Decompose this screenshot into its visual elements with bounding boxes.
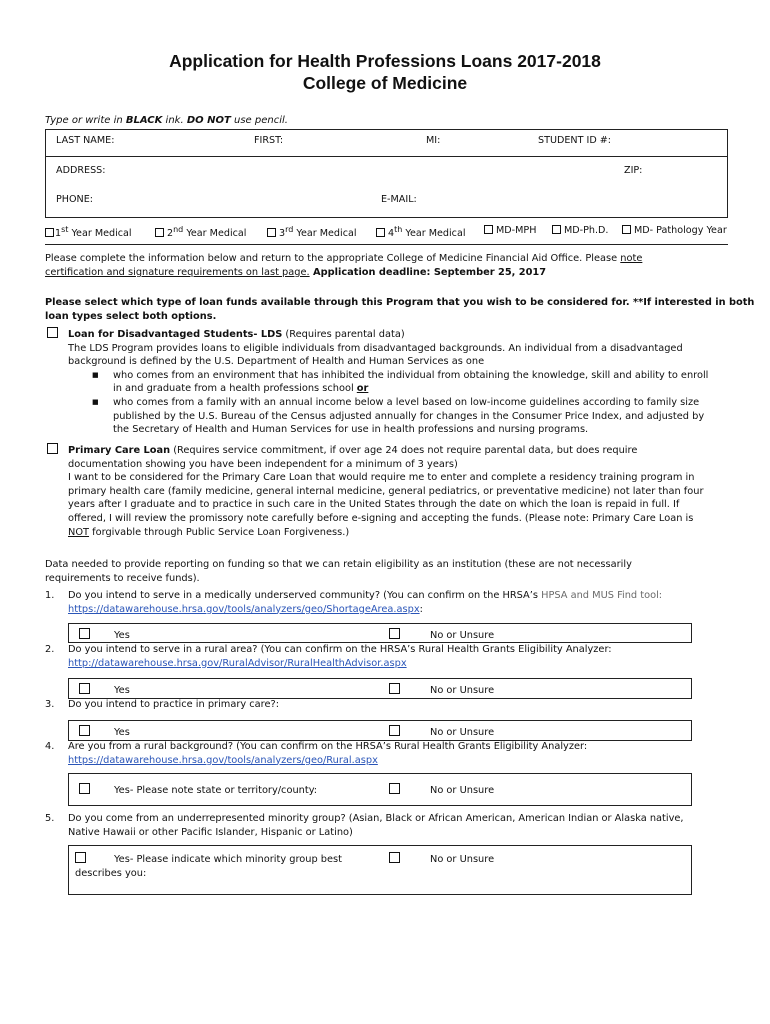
checkbox-icon[interactable] [79, 683, 90, 694]
yes-option[interactable]: Yes [79, 683, 130, 696]
email-field[interactable]: E-MAIL: [381, 194, 417, 205]
no-option[interactable]: No or Unsure [389, 783, 494, 796]
no-option[interactable]: No or Unsure [389, 725, 494, 738]
year-options [45, 225, 728, 241]
rural-link[interactable]: https://datawarehouse.hrsa.gov/tools/analyzers/geo/Rural.aspx [68, 754, 378, 766]
question-1: 1. Do you intend to serve in a medically underserved community? (You can confirm on the HRSA’s HPSA and MUS Find tool: https://datawarehouse.hrsa.gov/tools/analyzers/geo/ShortageArea.aspx: [45, 590, 663, 615]
student-id-field[interactable]: STUDENT ID #: [538, 135, 612, 146]
checkbox-icon[interactable] [47, 443, 58, 454]
checkbox-icon[interactable] [484, 225, 493, 234]
answer-box-3 [68, 720, 692, 741]
address-field[interactable]: ADDRESS: [56, 165, 106, 176]
lds-title: Loan for Disadvantaged Students- LDS [68, 329, 283, 340]
checkbox-icon[interactable] [45, 228, 54, 237]
lds-section: Loan for Disadvantaged Students- LDS (Requires parental data) The LDS Program provides loans to eligible individuals from disadvantaged backgrounds. An individual from a disadvantaged background is defined by the U.S. Department of Health and Human Services as one ■ who comes from an environment that has inhibited the individual from obtaining the knowledge, skill and ability to enroll in and graduate from a health professions school or ■ who comes from a family with an annual income below a level based on low-income guidelines according to family size published by the U.S. Bureau of the Census adjusted annually for changes in the Consumer Price Index, and adjusted by the Secretary of Health and Human Services for use in health professions and nursing programs. [68, 328, 728, 437]
completion-note: Please complete the information below and return to the appropriate College of Medicine Financial Aid Office. Please note certification and signature requirements on last page. Application deadline: September 25, 2017 [45, 253, 643, 278]
square-bullet-icon: ■ [92, 370, 99, 379]
no-option[interactable]: No or Unsure [389, 852, 494, 865]
year-option-2[interactable]: 2nd Year Medical [155, 225, 246, 239]
phone-field[interactable]: PHONE: [56, 194, 94, 205]
checkbox-icon[interactable] [389, 783, 400, 794]
square-bullet-icon: ■ [92, 397, 99, 406]
checkbox-icon[interactable] [79, 783, 90, 794]
mi-field[interactable]: MI: [426, 135, 441, 146]
no-option[interactable]: No or Unsure [389, 683, 494, 696]
checkbox-icon[interactable] [389, 683, 400, 694]
zip-field[interactable]: ZIP: [624, 165, 643, 176]
checkbox-icon[interactable] [79, 628, 90, 639]
list-item: ■ who comes from an environment that has inhibited the individual from obtaining the knowledge, skill and ability to enroll in and graduate from a health professions school or [92, 369, 709, 395]
checkbox-icon[interactable] [389, 725, 400, 736]
yes-option[interactable]: Yes [79, 628, 130, 641]
checkbox-icon[interactable] [75, 852, 86, 863]
checkbox-icon[interactable] [155, 228, 164, 237]
year-option-1[interactable]: 1st Year Medical [45, 225, 132, 239]
no-option[interactable]: No or Unsure [389, 628, 494, 641]
year-option-3[interactable]: 3rd Year Medical [267, 225, 357, 239]
pcl-checkbox[interactable] [47, 443, 61, 456]
checkbox-icon[interactable] [622, 225, 631, 234]
divider [45, 244, 728, 245]
reporting-note: Data needed to provide reporting on funding so that we can retain eligibility as an institution (these are not necessarily requirements to receive funds). [45, 559, 632, 584]
answer-box-2 [68, 678, 692, 699]
yes-option[interactable]: Yes- Please note state or territory/county: [79, 783, 317, 796]
pcl-section: Primary Care Loan (Requires service commitment, if over age 24 does not require parental data, but does require documentation showing you have been independent for a minimum of 3 years) I want to be considered for the Primary Care Loan that would require me to enter and complete a residency training program in primary health care (family medicine, general internal medicine, general pediatrics, or preventative medicine) not later than four years after I graduate and to practice in such care in the United States through the date on which the loan is repaid in full. If offered, I will review the promissory note carefully before e-signing and accepting the funds. (Please note: Primary Care Loan is NOT forgivable through Public Service Loan Forgiveness.) [68, 445, 704, 538]
first-name-field[interactable]: FIRST: [254, 135, 284, 146]
option-md-pathology[interactable]: MD- Pathology Year [622, 225, 727, 236]
rural-advisor-link[interactable]: http://datawarehouse.hrsa.gov/RuralAdvisor/RuralHealthAdvisor.aspx [68, 657, 407, 669]
question-2: 2. Do you intend to serve in a rural area? (You can confirm on the HRSA’s Rural Health Grants Eligibility Analyzer: http://datawarehouse.hrsa.gov/RuralAdvisor/RuralHealthAdvisor.aspx [45, 644, 612, 669]
page-subtitle: College of Medicine [302, 73, 468, 93]
list-item: ■ who comes from a family with an annual income below a level based on low-income guidelines according to family size published by the U.S. Bureau of the Census adjusted annually for changes in the Consumer Price Index, and adjusted by the Secretary of Health and Human Services for use in health professions and nursing programs. [92, 396, 705, 436]
checkbox-icon[interactable] [376, 228, 385, 237]
loan-select-prompt: Please select which type of loan funds available through this Program that you wish to be considered for. **If interested in both loan types select both options. [45, 297, 755, 322]
shortage-area-link[interactable]: https://datawarehouse.hrsa.gov/tools/analyzers/geo/ShortageArea.aspx [68, 603, 420, 615]
question-4: 4. Are you from a rural background? (You can confirm on the HRSA’s Rural Health Grants Eligibility Analyzer: https://datawarehouse.hrsa.gov/tools/analyzers/geo/Rural.aspx [45, 741, 588, 766]
checkbox-icon[interactable] [552, 225, 561, 234]
checkbox-icon[interactable] [389, 628, 400, 639]
option-md-mph[interactable]: MD-MPH [484, 225, 536, 236]
yes-option[interactable]: Yes- Please indicate which minority group best describes you: [75, 854, 342, 879]
option-md-phd[interactable]: MD-Ph.D. [552, 225, 608, 236]
last-name-field[interactable]: LAST NAME: [56, 135, 115, 146]
checkbox-icon[interactable] [79, 725, 90, 736]
answer-box-5 [68, 845, 692, 895]
question-5: 5. Do you come from an underrepresented minority group? (Asian, Black or African American, American Indian or Alaska native, Native Hawaii or other Pacific Islander, Hispanic or Latino) [45, 813, 684, 838]
checkbox-icon[interactable] [389, 852, 400, 863]
personal-info-grid [45, 129, 728, 218]
checkbox-icon[interactable] [267, 228, 276, 237]
answer-box-4 [68, 773, 692, 806]
lds-checkbox[interactable] [47, 327, 61, 340]
pcl-title: Primary Care Loan [68, 445, 171, 456]
ink-instructions: Type or write in BLACK ink. DO NOT use pencil. [45, 115, 288, 126]
year-option-4[interactable]: 4th Year Medical [376, 225, 466, 239]
question-3: 3. Do you intend to practice in primary care?: [45, 699, 280, 710]
page-title: Application for Health Professions Loans 2017-2018 [169, 51, 601, 71]
checkbox-icon[interactable] [47, 327, 58, 338]
answer-box-1 [68, 623, 692, 643]
yes-option[interactable]: Yes [79, 725, 130, 738]
